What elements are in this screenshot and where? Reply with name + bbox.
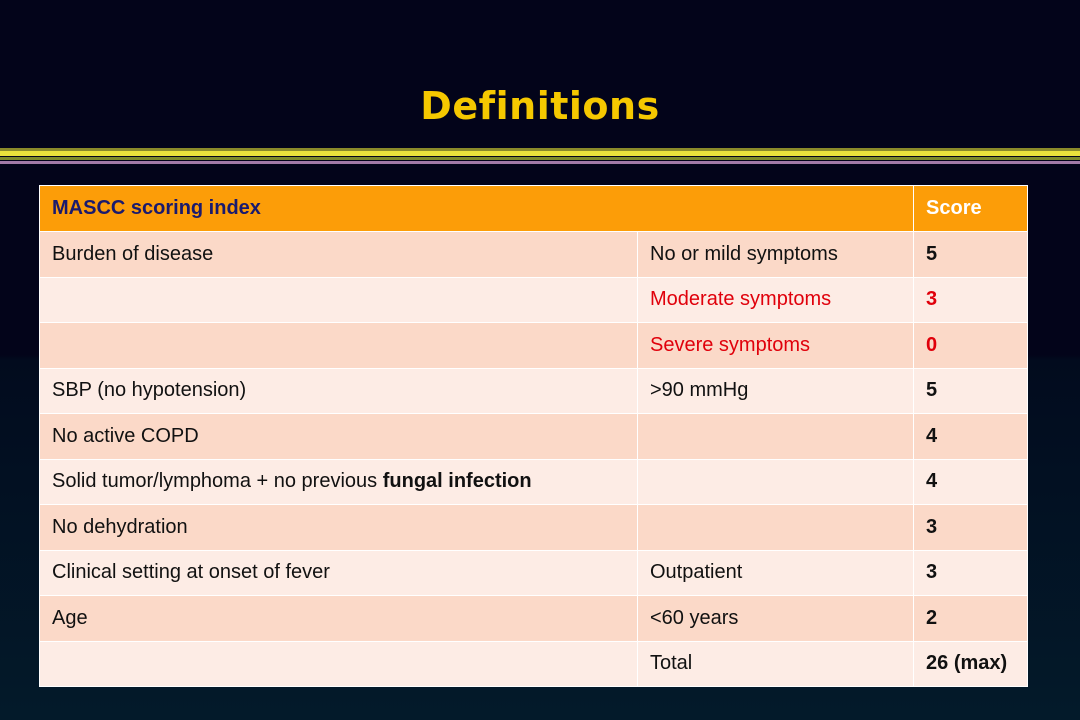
row-detail: <60 years <box>638 596 914 642</box>
row-label-text: Solid tumor/lymphoma + no previous <box>52 470 383 493</box>
row-label <box>40 459 638 505</box>
row-detail <box>638 505 914 551</box>
table-row <box>40 323 1028 369</box>
divider-line <box>0 161 1080 164</box>
row-score: 5 <box>914 232 1028 278</box>
divider-line <box>0 157 1080 160</box>
row-label-emphasis: fungal infection <box>382 470 532 493</box>
table-row-total <box>40 641 1028 687</box>
table-row <box>40 368 1028 414</box>
row-score: 3 <box>914 277 1028 323</box>
row-label <box>40 277 638 323</box>
row-label: Burden of disease <box>40 232 638 278</box>
row-detail: Severe symptoms <box>638 323 914 369</box>
table-row <box>40 505 1028 551</box>
table-row <box>40 277 1028 323</box>
row-score: 5 <box>914 368 1028 414</box>
row-detail <box>638 414 914 460</box>
row-label: No dehydration <box>40 505 638 551</box>
row-detail: Outpatient <box>638 550 914 596</box>
table-row <box>40 550 1028 596</box>
row-score: 4 <box>914 414 1028 460</box>
row-label <box>40 323 638 369</box>
divider-line <box>0 151 1080 156</box>
row-label <box>40 641 638 687</box>
row-detail: No or mild symptoms <box>638 232 914 278</box>
row-score: 0 <box>914 323 1028 369</box>
header-score: Score <box>914 186 1028 232</box>
row-detail: Moderate symptoms <box>638 277 914 323</box>
table-row <box>40 414 1028 460</box>
row-score: 3 <box>914 505 1028 551</box>
header-label: MASCC scoring index <box>40 186 914 232</box>
row-score: 4 <box>914 459 1028 505</box>
table-row <box>40 596 1028 642</box>
table-header-row <box>40 186 1028 232</box>
row-label: SBP (no hypotension) <box>40 368 638 414</box>
row-detail: Total <box>638 641 914 687</box>
row-detail <box>638 459 914 505</box>
row-detail: >90 mmHg <box>638 368 914 414</box>
row-score: 26 (max) <box>914 641 1028 687</box>
row-label: Clinical setting at onset of fever <box>40 550 638 596</box>
row-score: 3 <box>914 550 1028 596</box>
table-row <box>40 232 1028 278</box>
slide-title: Definitions <box>420 84 660 128</box>
mascc-table <box>39 185 1027 687</box>
table-row <box>40 459 1028 505</box>
row-score: 2 <box>914 596 1028 642</box>
row-label: Age <box>40 596 638 642</box>
row-label: No active COPD <box>40 414 638 460</box>
